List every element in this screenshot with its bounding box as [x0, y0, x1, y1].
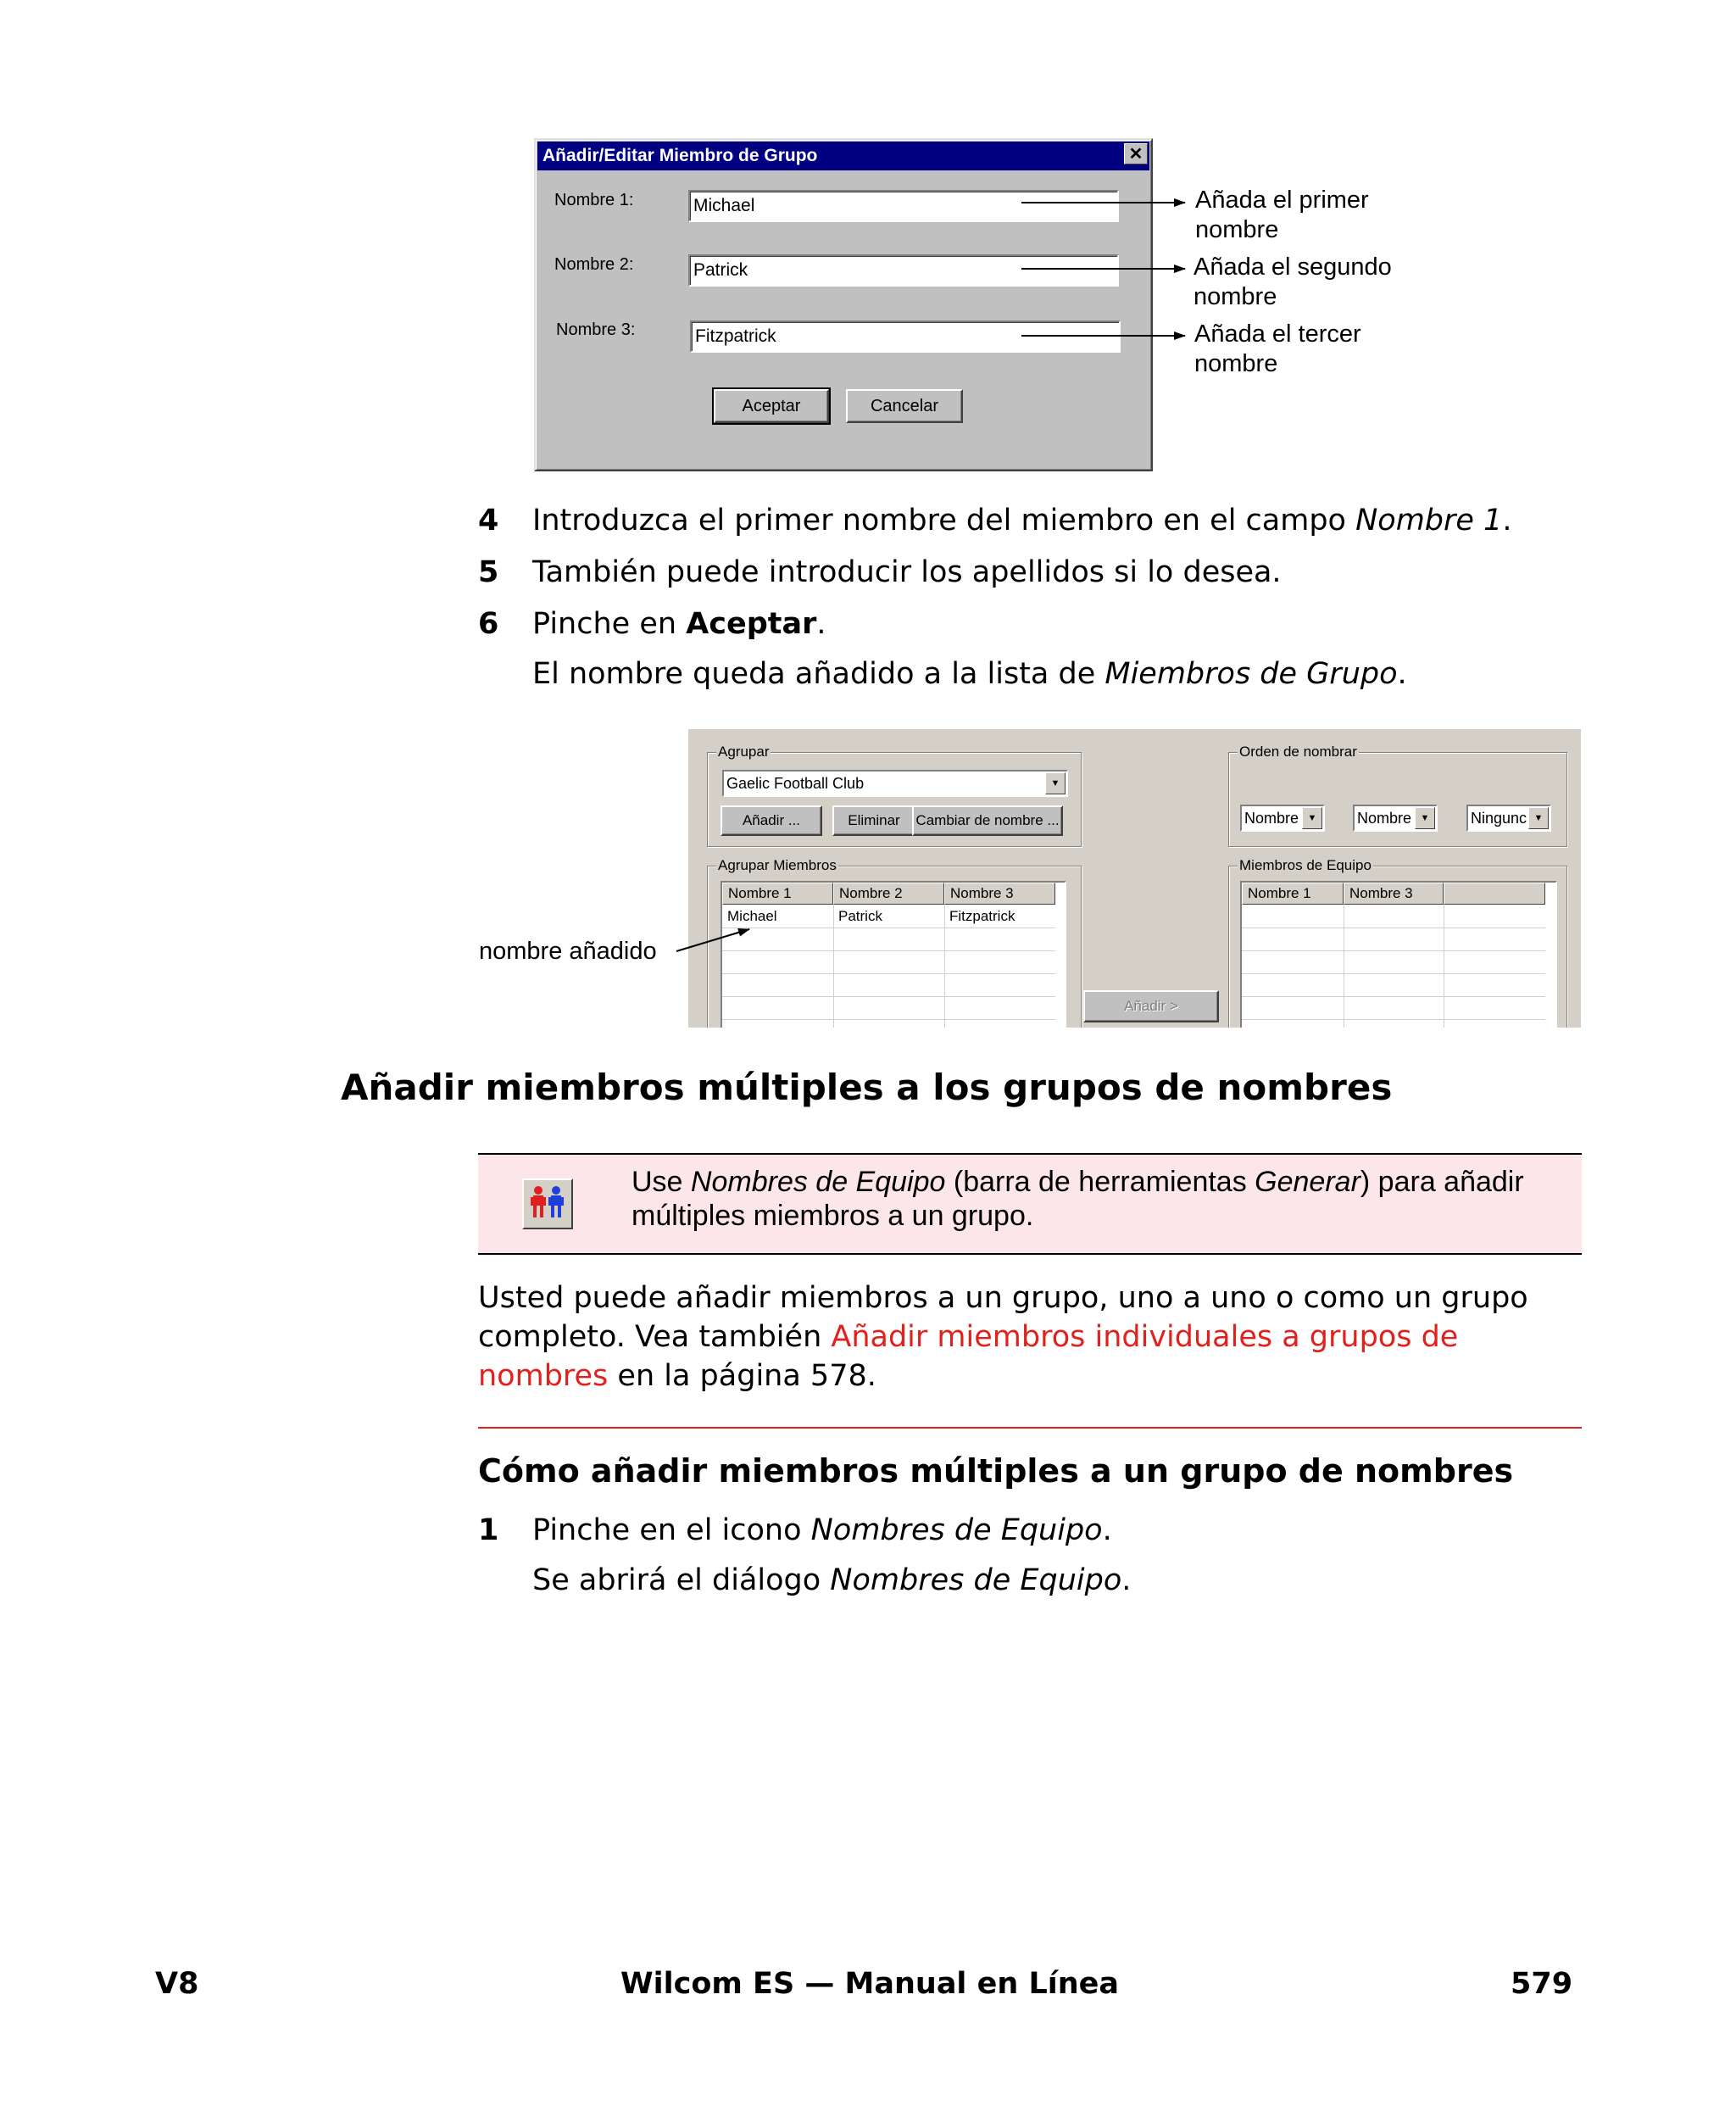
step-text-part: El nombre queda añadido a la lista de — [532, 657, 1105, 691]
tip-em: Nombres de Equipo — [690, 1166, 946, 1198]
step-text-part: . — [1397, 657, 1407, 691]
procedure-heading: Cómo añadir miembros múltiples a un grupo de nombres — [478, 1452, 1514, 1490]
step-number: 5 — [478, 555, 499, 589]
order-select-value: Ningunc — [1471, 810, 1527, 827]
tip-box — [478, 1153, 1582, 1255]
chevron-down-icon[interactable]: ▼ — [1045, 772, 1066, 794]
chevron-down-icon[interactable]: ▼ — [1302, 807, 1322, 829]
step-text-part: . — [1121, 1563, 1132, 1597]
name3-field[interactable]: Fitzpatrick — [690, 320, 1121, 353]
team-members-title: Miembros de Equipo — [1239, 857, 1372, 873]
callout-line: Añada el tercer — [1194, 320, 1361, 348]
tip-text-part: (barra de herramientas — [945, 1166, 1255, 1198]
grid-line — [722, 950, 1055, 951]
group-title: Agrupar — [718, 744, 770, 760]
step-text-part: Introduzca el primer nombre del miembro en el campo — [532, 504, 1356, 538]
team-names-dialog-crop — [688, 729, 1581, 1028]
grid-line — [722, 996, 1055, 997]
callout-line: Añada el segundo — [1194, 253, 1392, 281]
callout-line: Añada el primer — [1195, 187, 1369, 214]
close-icon[interactable]: ✕ — [1124, 143, 1148, 164]
column-header[interactable]: Nombre 1 — [722, 883, 833, 905]
grid-line — [722, 973, 1055, 974]
group-select[interactable] — [722, 770, 1068, 797]
intro-text: en la página 578. — [608, 1359, 876, 1393]
group-select-value: Gaelic Football Club — [726, 775, 865, 792]
step-text — [532, 605, 826, 643]
callout-arrow-added — [671, 922, 756, 956]
table-cell[interactable]: Michael — [727, 908, 777, 924]
step-text — [532, 502, 1511, 539]
naming-order-box — [1228, 744, 1567, 847]
intro-text: Usted puede añadir miembros a un grupo, uno a uno o como un grupo completo. Vea también — [478, 1281, 1528, 1354]
step-text: También puede introducir los apellidos si lo desea. — [532, 555, 1282, 589]
name2-label: Nombre 2: — [554, 255, 634, 274]
dialog-title: Añadir/Editar Miembro de Grupo — [537, 142, 1149, 170]
callout-line: nombre — [1195, 216, 1279, 243]
order-select-value: Nombre — [1357, 810, 1412, 827]
step-em: Nombres de Equipo — [810, 1513, 1103, 1547]
add-group-button[interactable]: Añadir ... — [721, 805, 822, 836]
grid-line — [1242, 950, 1545, 951]
name2-field[interactable]: Patrick — [688, 254, 1119, 287]
add-to-team-button[interactable]: Añadir > — [1083, 990, 1219, 1022]
name1-label: Nombre 1: — [554, 191, 634, 209]
callout-arrows — [1013, 187, 1199, 356]
name3-label: Nombre 3: — [556, 320, 636, 339]
intro-paragraph — [478, 1279, 1597, 1396]
group-members-title: Agrupar Miembros — [718, 857, 837, 873]
cancel-button[interactable]: Cancelar — [846, 389, 963, 423]
callout-name1 — [1195, 186, 1369, 245]
grid-line — [722, 1019, 1055, 1020]
tip-text-part: Use — [632, 1166, 691, 1198]
chevron-down-icon[interactable]: ▼ — [1528, 807, 1549, 829]
naming-order-title: Orden de nombrar — [1239, 744, 1357, 760]
footer-version: V8 — [155, 1967, 199, 2001]
name1-field[interactable]: Michael — [688, 190, 1119, 222]
step-text-part: Pinche en — [532, 607, 687, 641]
step-result — [532, 655, 1407, 693]
callout-line: nombre — [1194, 350, 1278, 377]
grid-line — [1242, 973, 1545, 974]
table-cell[interactable]: Patrick — [838, 908, 882, 924]
chevron-down-icon[interactable]: ▼ — [1415, 807, 1435, 829]
step-text — [532, 1512, 1112, 1549]
callout-added-name: nombre añadido — [479, 938, 657, 965]
team-names-icon — [522, 1178, 573, 1229]
order-select-1[interactable] — [1240, 805, 1325, 832]
step-text-part: . — [1502, 504, 1512, 538]
footer-page-number: 579 — [1511, 1967, 1573, 2001]
order-select-3[interactable] — [1466, 805, 1551, 832]
step-text-part: . — [1102, 1513, 1112, 1547]
column-header[interactable]: Nombre 3 — [1344, 883, 1444, 905]
table-cell[interactable]: Fitzpatrick — [949, 908, 1015, 924]
grid-line — [1242, 996, 1545, 997]
column-header[interactable]: Nombre 1 — [1242, 883, 1344, 905]
step-text-part: Pinche en el icono — [532, 1513, 811, 1547]
footer-title: Wilcom ES — Manual en Línea — [620, 1967, 1120, 2001]
tip-em: Generar — [1255, 1166, 1360, 1198]
column-header[interactable] — [1444, 883, 1545, 905]
callout-name3 — [1194, 320, 1361, 379]
group-members-list[interactable] — [721, 881, 1066, 1028]
ok-button[interactable]: Aceptar — [714, 389, 829, 423]
section-heading: Añadir miembros múltiples a los grupos de nombres — [341, 1067, 1393, 1108]
step-strong: Aceptar — [686, 607, 817, 641]
step-em: Nombres de Equipo — [830, 1563, 1122, 1597]
grid-line — [1242, 1019, 1545, 1020]
step-number: 6 — [478, 607, 499, 641]
step-number: 1 — [478, 1513, 499, 1547]
tip-text — [632, 1165, 1572, 1233]
step-text-part: . — [816, 607, 826, 641]
rename-group-button[interactable]: Cambiar de nombre ... — [912, 805, 1063, 836]
delete-group-button[interactable]: Eliminar — [832, 805, 915, 836]
callout-line: nombre — [1194, 283, 1277, 310]
team-members-list[interactable] — [1240, 881, 1557, 1028]
order-select-value: Nombre — [1244, 810, 1299, 827]
step-number: 4 — [478, 504, 499, 538]
step-em: Miembros de Grupo — [1104, 657, 1398, 691]
divider — [478, 1427, 1582, 1429]
callout-name2 — [1194, 253, 1392, 312]
cross-reference-link[interactable]: Añadir miembros individuales a grupos de nombres — [478, 1320, 1459, 1393]
tip-text-part: ) para añadir múltiples miembros a un grupo. — [632, 1166, 1524, 1232]
column-header[interactable]: Nombre 2 — [833, 883, 944, 905]
step-result — [532, 1562, 1131, 1599]
step-em: Nombre 1 — [1355, 504, 1503, 538]
step-text-part: Se abrirá el diálogo — [532, 1563, 831, 1597]
order-select-2[interactable] — [1353, 805, 1438, 832]
column-header[interactable]: Nombre 3 — [944, 883, 1055, 905]
